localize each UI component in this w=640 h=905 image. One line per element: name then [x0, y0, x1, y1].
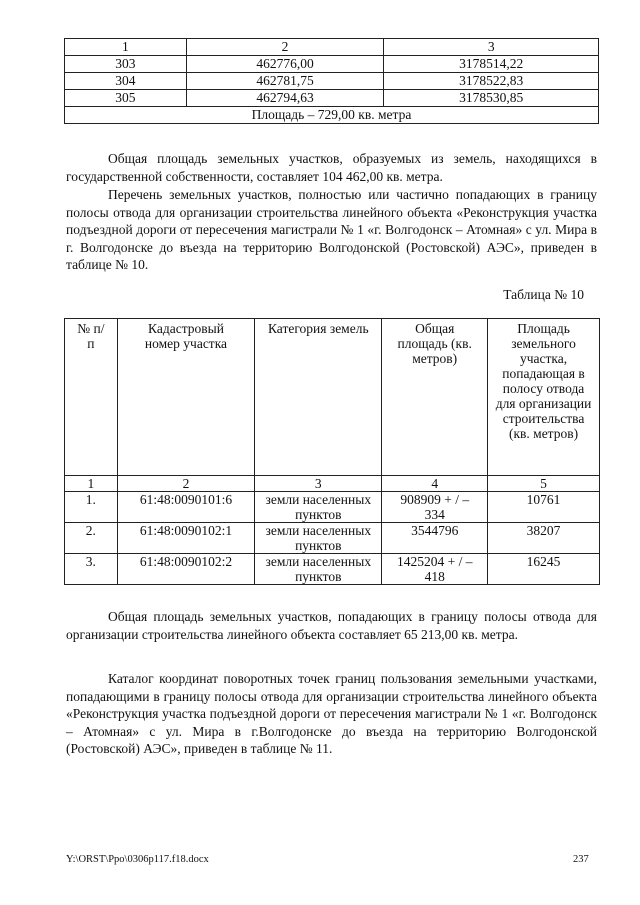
category-text: земли населенных пунктов — [265, 492, 372, 522]
table-cell: 305 — [65, 90, 187, 107]
area-total-cell: Площадь – 729,00 кв. метра — [65, 107, 599, 124]
table-cell: 1 — [65, 476, 118, 492]
table-cell: 1 — [65, 39, 187, 56]
table-cell: 2. — [65, 523, 118, 554]
category-text: земли населенных пунктов — [265, 554, 372, 584]
coordinates-table — [64, 38, 599, 124]
table-caption: Таблица № 10 — [503, 287, 584, 302]
paragraph-total-plot-area: Общая площадь земельных участков, попадающих в границу полосы отвода для организации строительства линейного объекта составляет 65 213,00 кв. метра. — [66, 609, 597, 642]
paragraph-state-land-area: Общая площадь земельных участков, образуемых из земель, находящихся в государственной собственности, составляет 104 462,00 кв. метра. — [66, 151, 597, 184]
paragraph-land-list-intro: Перечень земельных участков, полностью или частично попадающих в границу полосы отвода для организации строительства линейного объекта «Реконструкция участка подъездной дороги от пересечения магистрали № 1 «г. Волгодонск – Атомная» с ул. Мира в г. Волгодонске до въезда на территорию Волгодонской (Ростовской) АЭС», приведен в таблице № 10. — [66, 187, 597, 272]
table-row — [65, 56, 599, 73]
table-cell: 2 — [186, 39, 384, 56]
table-cell: 3 — [384, 39, 599, 56]
table-cell: 5 — [488, 476, 600, 492]
table-cell: 3178514,22 — [384, 56, 599, 73]
total-area-text: 1425204 + / – 418 — [396, 554, 473, 584]
header-cadastral — [117, 319, 255, 476]
table-cell: 304 — [65, 73, 187, 90]
table-row — [65, 492, 600, 523]
table-row — [65, 554, 600, 585]
table-cell: 3. — [65, 554, 118, 585]
table-cell — [255, 523, 382, 554]
table-header-row — [65, 319, 600, 476]
table-cell: 462776,00 — [186, 56, 384, 73]
table-cell: 3 — [255, 476, 382, 492]
table-cell — [255, 492, 382, 523]
paragraph-catalog-intro: Каталог координат поворотных точек границ пользования земельными участками, попадающими в границу полосы отвода для организации строительства линейного объекта «Реконструкция участка подъездной дороги от пересечения магистрали № 1 «г. Волгодонск – Атомная» с ул. Мира в г.Волгодонске до въезда на территорию Волгодонской (Ростовской) АЭС», приведен в таблице № 11. — [66, 671, 597, 756]
header-number — [65, 319, 118, 476]
table-cell: 462781,75 — [186, 73, 384, 90]
table-cell: 4 — [382, 476, 488, 492]
footer-file-path: Y:\ORST\Ppo\0306p117.f18.docx — [66, 854, 209, 865]
header-plot-area-label: Площадь земельного участка, попадающая в полосу отвода для организации строительства (кв. метров) — [495, 321, 592, 441]
table-cell: 462794,63 — [186, 90, 384, 107]
table-row — [65, 73, 599, 90]
header-total-area — [382, 319, 488, 476]
table-cell: 3178530,85 — [384, 90, 599, 107]
category-text: земли населенных пунктов — [265, 523, 372, 553]
header-number-label: № п/п — [77, 321, 105, 351]
land-plots-table — [64, 318, 600, 585]
table-cell: 38207 — [488, 523, 600, 554]
table-cell: 1. — [65, 492, 118, 523]
table-cell: 61:48:0090102:2 — [117, 554, 255, 585]
table-header-row — [65, 39, 599, 56]
header-category-label: Категория земель — [267, 321, 369, 336]
page-number: 237 — [573, 854, 589, 865]
table-cell: 2 — [117, 476, 255, 492]
table-cell — [382, 554, 488, 585]
total-area-text: 908909 + / – 334 — [400, 492, 470, 522]
table-cell: 3544796 — [382, 523, 488, 554]
table-cell: 3178522,83 — [384, 73, 599, 90]
table-row — [65, 90, 599, 107]
header-plot-area — [488, 319, 600, 476]
table-cell — [382, 492, 488, 523]
header-category — [255, 319, 382, 476]
table-row — [65, 107, 599, 124]
table-cell — [255, 554, 382, 585]
header-total-area-label: Общая площадь (кв. метров) — [397, 321, 472, 366]
table-row — [65, 523, 600, 554]
table-cell: 303 — [65, 56, 187, 73]
table-cell: 61:48:0090101:6 — [117, 492, 255, 523]
table-cell: 61:48:0090102:1 — [117, 523, 255, 554]
header-cadastral-label: Кадастровый номер участка — [144, 321, 228, 351]
table-cell: 16245 — [488, 554, 600, 585]
column-numbers-row — [65, 476, 600, 492]
table-cell: 10761 — [488, 492, 600, 523]
